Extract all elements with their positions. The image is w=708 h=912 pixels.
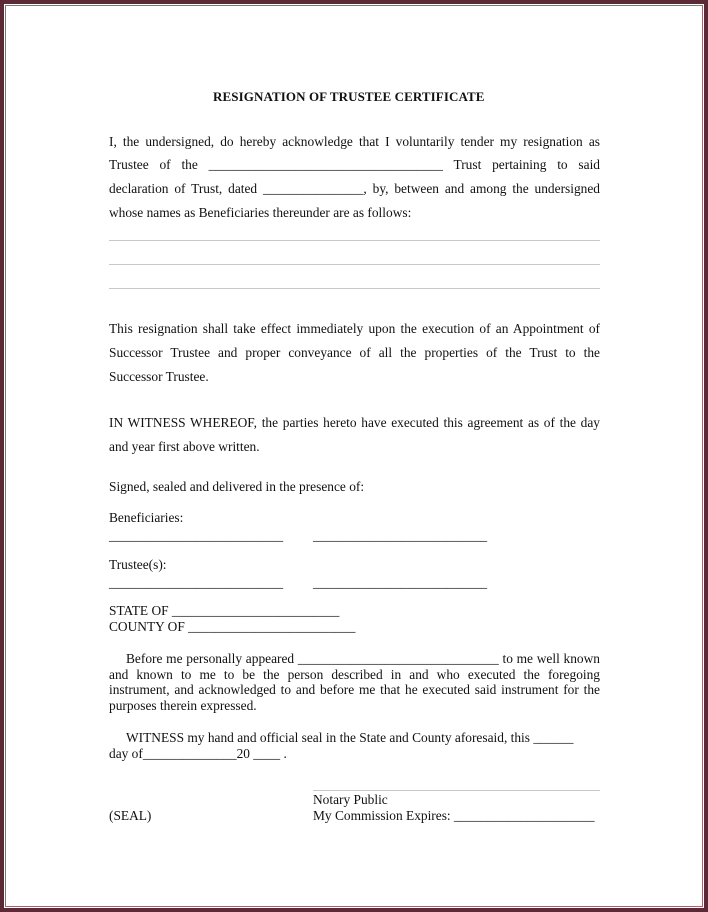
notary-signature-line xyxy=(313,790,600,791)
state-line: STATE OF _________________________ xyxy=(109,603,340,618)
para1-line2: Trustee of the ___________________________________ Trust pertaining to said xyxy=(109,157,600,172)
para2-line2: Successor Trustee and proper conveyance of all the properties of the Trust to the xyxy=(109,345,600,360)
seal-label: (SEAL) xyxy=(109,808,152,823)
para2-line1: This resignation shall take effect immediately upon the execution of an Appointment of xyxy=(109,321,600,336)
trustee-signature-left: __________________________ xyxy=(109,575,284,590)
para1-line4: whose names as Beneficiaries thereunder are as follows: xyxy=(109,205,412,220)
county-line: COUNTY OF _________________________ xyxy=(109,619,356,634)
beneficiary-signature-right: __________________________ xyxy=(313,528,488,543)
para3-line2: and year first above written. xyxy=(109,439,260,454)
notary-para-line3: instrument, and acknowledged to and before me that he executed said instrument for the xyxy=(109,682,600,697)
witness-line1: WITNESS my hand and official seal in the State and County aforesaid, this ______ xyxy=(126,730,574,745)
signed-sealed-line: Signed, sealed and delivered in the presence of: xyxy=(109,479,365,494)
beneficiary-names-line-2 xyxy=(109,264,600,265)
para1-line3: declaration of Trust, dated _______________, by, between and among the undersigned xyxy=(109,181,600,196)
notary-para-line2: and known to me to be the person described in and who executed the foregoing xyxy=(109,667,600,682)
trustee-signature-right: __________________________ xyxy=(313,575,488,590)
para1-line1: I, the undersigned, do hereby acknowledge that I voluntarily tender my resignation as xyxy=(109,134,600,149)
para3-line1: IN WITNESS WHEREOF, the parties hereto have executed this agreement as of the day xyxy=(109,415,600,430)
beneficiary-names-line-1 xyxy=(109,240,600,241)
beneficiary-names-line-3 xyxy=(109,288,600,289)
para2-line3: Successor Trustee. xyxy=(109,369,209,384)
beneficiaries-label: Beneficiaries: xyxy=(109,510,184,525)
notary-public-label: Notary Public xyxy=(313,792,388,807)
document-title: RESIGNATION OF TRUSTEE CERTIFICATE xyxy=(213,89,485,104)
commission-expires-line: My Commission Expires: _____________________ xyxy=(313,808,595,823)
witness-line2: day of______________20 ____ . xyxy=(109,746,287,761)
trustees-label: Trustee(s): xyxy=(109,557,167,572)
notary-para-line4: purposes therein expressed. xyxy=(109,698,257,713)
beneficiary-signature-left: __________________________ xyxy=(109,528,284,543)
notary-para-line1: Before me personally appeared ______________________________ to me well known xyxy=(126,651,600,666)
